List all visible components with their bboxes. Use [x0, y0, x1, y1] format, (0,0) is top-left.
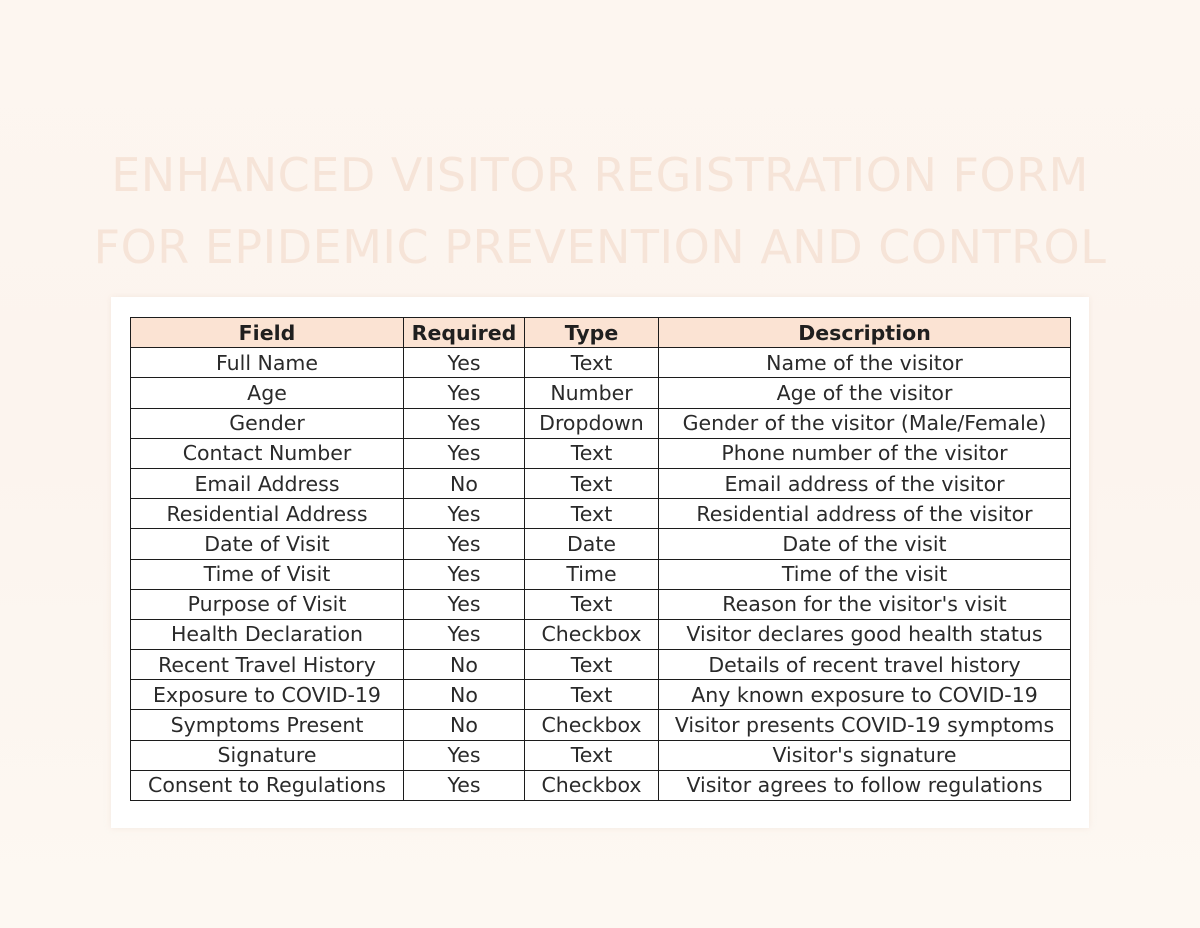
table-row [131, 348, 1071, 378]
cell-type: Text [525, 438, 659, 468]
cell-required: No [404, 468, 525, 498]
cell-description: Gender of the visitor (Male/Female) [659, 408, 1071, 438]
header-type: Type [525, 318, 659, 348]
table-row [131, 650, 1071, 680]
cell-required: Yes [404, 770, 525, 800]
page-title-line-1: ENHANCED VISITOR REGISTRATION FORM [111, 147, 1089, 202]
header-description: Description [659, 318, 1071, 348]
header-field: Field [131, 318, 404, 348]
cell-description: Time of the visit [659, 559, 1071, 589]
cell-description: Visitor presents COVID-19 symptoms [659, 710, 1071, 740]
cell-field: Full Name [131, 348, 404, 378]
cell-type: Text [525, 499, 659, 529]
cell-required: Yes [404, 529, 525, 559]
cell-required: Yes [404, 408, 525, 438]
table-card [111, 297, 1089, 828]
cell-required: Yes [404, 348, 525, 378]
cell-type: Text [525, 468, 659, 498]
table-header-row [131, 318, 1071, 348]
cell-field: Gender [131, 408, 404, 438]
cell-field: Purpose of Visit [131, 589, 404, 619]
table-row [131, 378, 1071, 408]
cell-type: Checkbox [525, 619, 659, 649]
cell-description: Date of the visit [659, 529, 1071, 559]
table-row [131, 770, 1071, 800]
table-row [131, 710, 1071, 740]
cell-description: Phone number of the visitor [659, 438, 1071, 468]
cell-type: Text [525, 740, 659, 770]
cell-required: Yes [404, 378, 525, 408]
page-title-line-2: FOR EPIDEMIC PREVENTION AND CONTROL [93, 219, 1107, 274]
cell-field: Time of Visit [131, 559, 404, 589]
cell-type: Checkbox [525, 710, 659, 740]
table-row [131, 499, 1071, 529]
cell-required: Yes [404, 589, 525, 619]
cell-required: Yes [404, 438, 525, 468]
header-required: Required [404, 318, 525, 348]
table-row [131, 529, 1071, 559]
cell-type: Text [525, 589, 659, 619]
cell-description: Any known exposure to COVID-19 [659, 680, 1071, 710]
cell-required: No [404, 710, 525, 740]
cell-description: Age of the visitor [659, 378, 1071, 408]
cell-type: Date [525, 529, 659, 559]
cell-field: Exposure to COVID-19 [131, 680, 404, 710]
table-row [131, 619, 1071, 649]
table-row [131, 740, 1071, 770]
cell-description: Details of recent travel history [659, 650, 1071, 680]
cell-description: Name of the visitor [659, 348, 1071, 378]
table-row [131, 559, 1071, 589]
cell-description: Visitor agrees to follow regulations [659, 770, 1071, 800]
cell-description: Visitor's signature [659, 740, 1071, 770]
table-row [131, 680, 1071, 710]
table-body [131, 348, 1071, 801]
visitor-registration-table [130, 317, 1071, 801]
cell-required: Yes [404, 619, 525, 649]
cell-description: Residential address of the visitor [659, 499, 1071, 529]
cell-required: Yes [404, 740, 525, 770]
cell-field: Health Declaration [131, 619, 404, 649]
table-row [131, 408, 1071, 438]
cell-required: Yes [404, 559, 525, 589]
cell-required: No [404, 680, 525, 710]
cell-field: Date of Visit [131, 529, 404, 559]
table-row [131, 438, 1071, 468]
cell-type: Text [525, 650, 659, 680]
cell-field: Recent Travel History [131, 650, 404, 680]
cell-type: Text [525, 348, 659, 378]
cell-type: Text [525, 680, 659, 710]
cell-description: Email address of the visitor [659, 468, 1071, 498]
page-title [0, 139, 1200, 283]
cell-description: Visitor declares good health status [659, 619, 1071, 649]
cell-field: Symptoms Present [131, 710, 404, 740]
cell-type: Checkbox [525, 770, 659, 800]
cell-field: Email Address [131, 468, 404, 498]
cell-required: Yes [404, 499, 525, 529]
cell-field: Consent to Regulations [131, 770, 404, 800]
cell-type: Time [525, 559, 659, 589]
cell-field: Signature [131, 740, 404, 770]
cell-type: Dropdown [525, 408, 659, 438]
cell-description: Reason for the visitor's visit [659, 589, 1071, 619]
table-row [131, 589, 1071, 619]
cell-required: No [404, 650, 525, 680]
cell-field: Age [131, 378, 404, 408]
table-row [131, 468, 1071, 498]
cell-field: Residential Address [131, 499, 404, 529]
cell-field: Contact Number [131, 438, 404, 468]
cell-type: Number [525, 378, 659, 408]
